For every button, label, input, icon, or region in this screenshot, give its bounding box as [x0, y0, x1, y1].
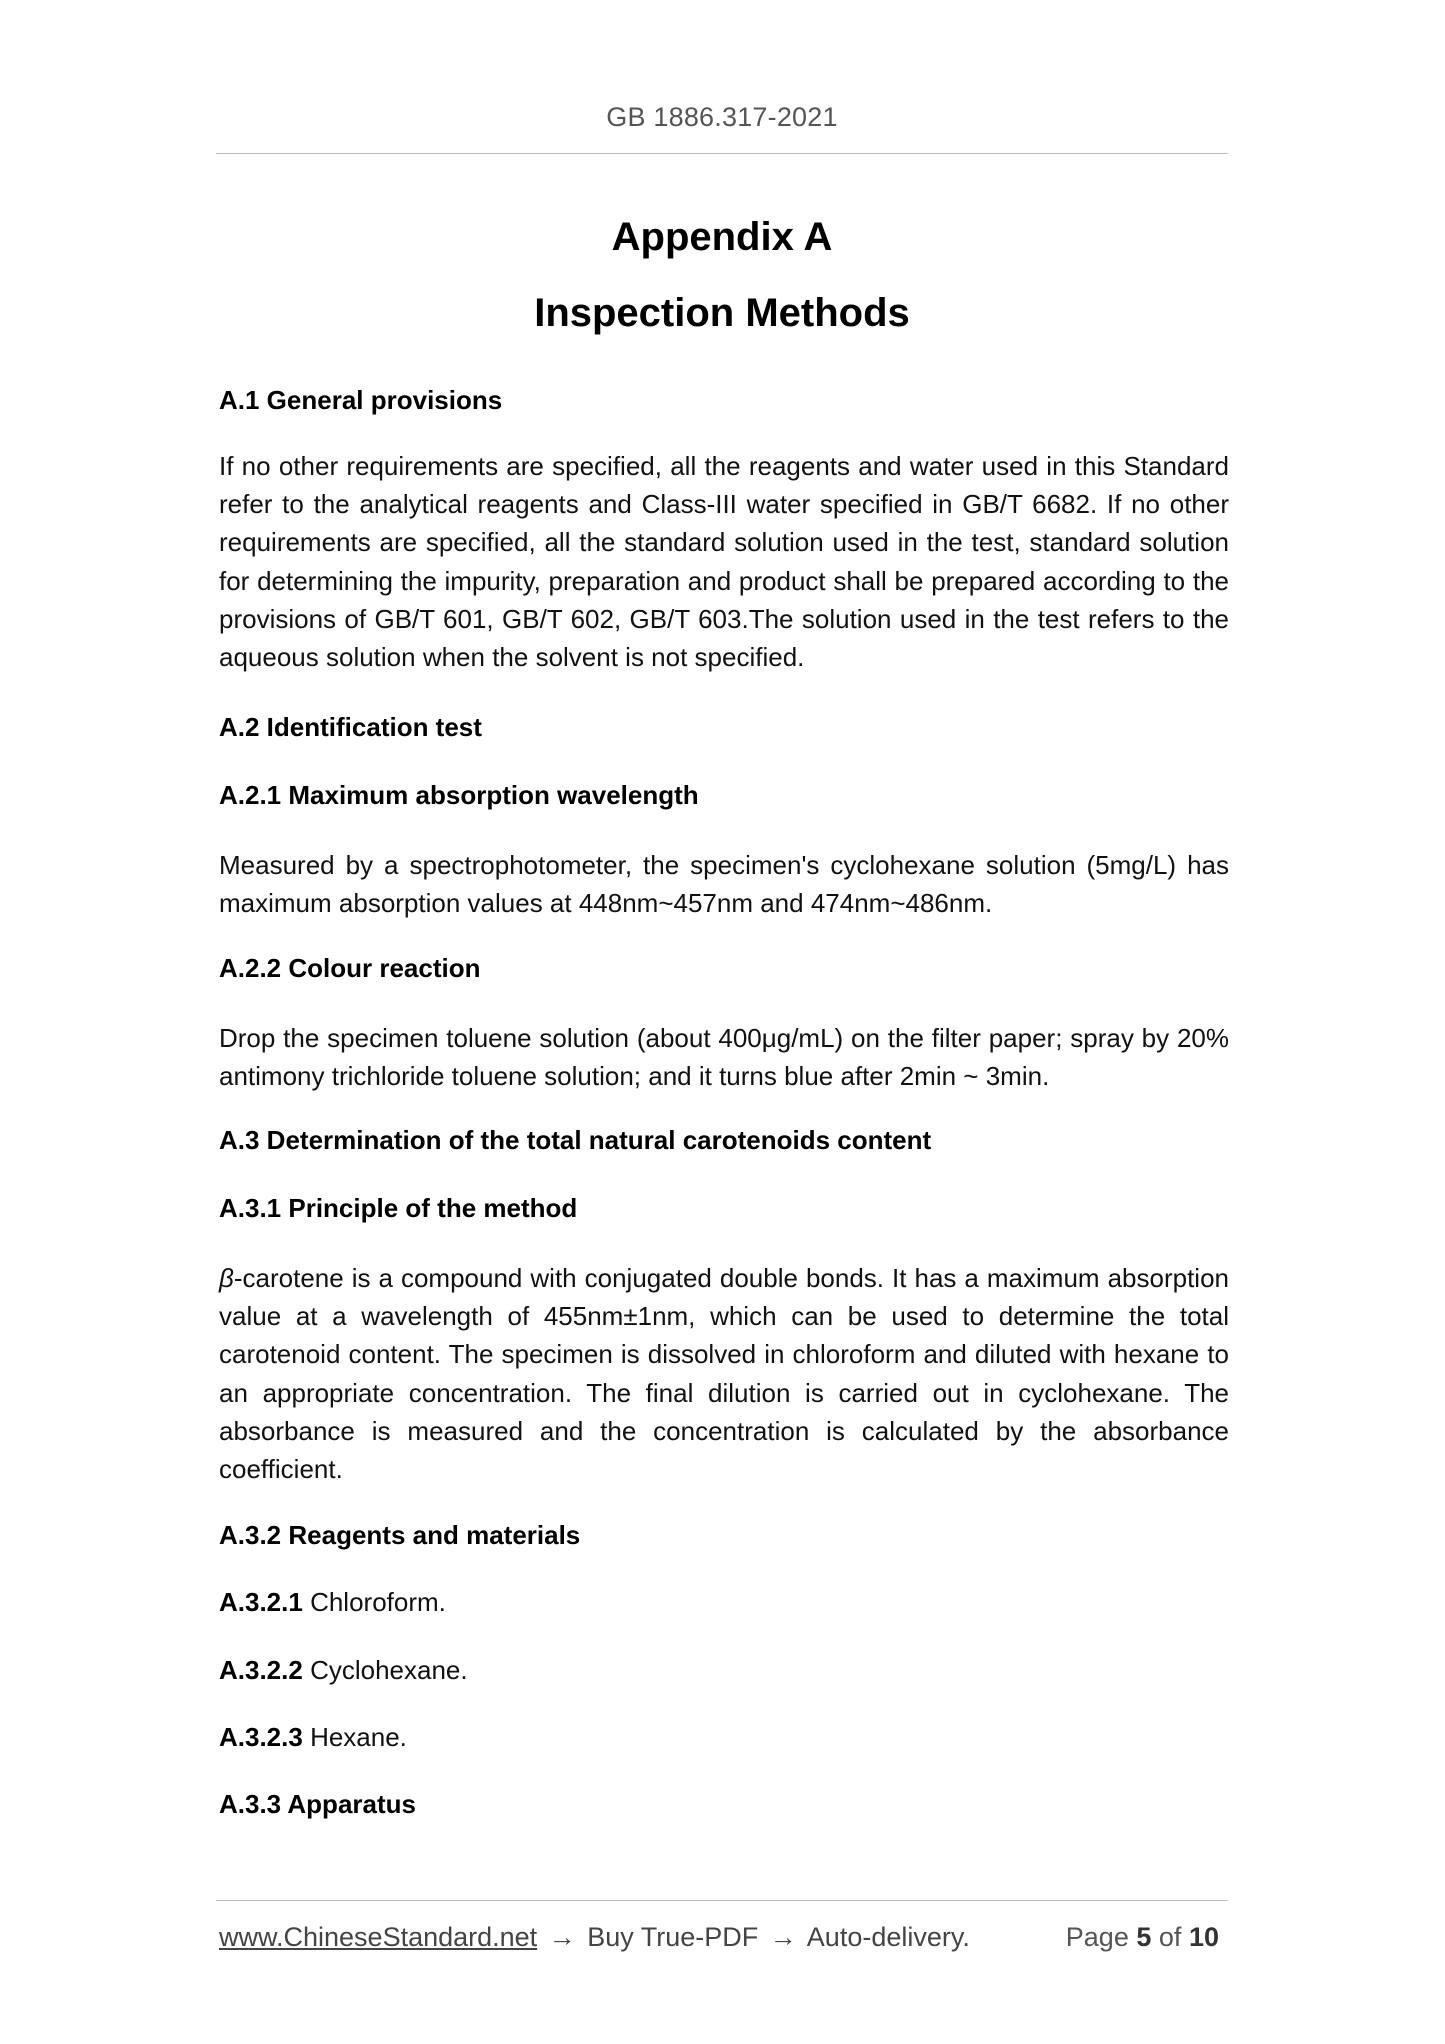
document-header: GB 1886.317-2021 [606, 102, 838, 132]
page-number [1066, 1922, 1219, 1953]
section-a22-text: Drop the specimen toluene solution (about 400μg/mL) on the filter paper; spray by 20% antimony trichloride toluene solution; and it turns blue after 2min ~ 3min. [219, 1023, 1229, 1092]
buy-pdf-text: Buy True-PDF [587, 1922, 759, 1952]
item-a321-number: A.3.2.1 [219, 1587, 303, 1617]
beta-symbol: β [219, 1263, 234, 1293]
page-label: Page [1065, 1922, 1129, 1952]
page-of-label: of [1158, 1922, 1182, 1952]
page-total: 10 [1188, 1922, 1219, 1952]
website-link[interactable]: www.ChineseStandard.net [219, 1922, 538, 1952]
appendix-title: Appendix A [611, 215, 833, 259]
section-a31-text [219, 1259, 1229, 1488]
arrow-right-icon: → [548, 1922, 576, 1952]
item-a323-number: A.3.2.3 [219, 1722, 303, 1752]
footer-promo [219, 1922, 970, 1953]
item-a322-text: Cyclohexane. [310, 1655, 468, 1685]
auto-delivery-text: Auto-delivery. [806, 1922, 970, 1952]
footer-divider [216, 1900, 1228, 1901]
page-current: 5 [1136, 1922, 1152, 1952]
section-a21-heading: A.2.1 Maximum absorption wavelength [219, 780, 699, 810]
section-a22-heading: A.2.2 Colour reaction [219, 953, 481, 983]
section-a21-text: Measured by a spectrophotometer, the specimen's cyclohexane solution (5mg/L) has maximum absorption values at 448nm~457nm and 474nm~486nm. [219, 850, 1229, 919]
section-a33-heading: A.3.3 Apparatus [219, 1789, 416, 1819]
section-a31-heading: A.3.1 Principle of the method [219, 1193, 578, 1223]
item-a322-number: A.3.2.2 [219, 1655, 303, 1685]
item-a323 [219, 1722, 407, 1753]
item-a323-text: Hexane. [310, 1722, 407, 1752]
section-a31-body: -carotene is a compound with conjugated double bonds. It has a maximum absorption value at a wavelength of 455nm±1nm, which can be used to determine the total carotenoid content. The specimen is dissolved in chloroform and diluted with hexane to an appropriate concentration. The final dilution is carried out in cyclohexane. The absorbance is measured and the concentration is calculated by the absorbance coefficient. [219, 1263, 1229, 1485]
item-a322 [219, 1655, 468, 1686]
header-divider [216, 153, 1228, 154]
section-a1-heading: A.1 General provisions [219, 385, 503, 415]
item-a321-text: Chloroform. [310, 1587, 446, 1617]
arrow-right-icon: → [769, 1922, 797, 1952]
item-a321 [219, 1587, 446, 1618]
section-a32-heading: A.3.2 Reagents and materials [219, 1520, 581, 1550]
section-a3-heading: A.3 Determination of the total natural carotenoids content [219, 1125, 932, 1155]
section-a2-heading: A.2 Identification test [219, 712, 482, 742]
appendix-subtitle: Inspection Methods [534, 291, 910, 335]
section-a1-text: If no other requirements are specified, all the reagents and water used in this Standard refer to the analytical reagents and Class-III water specified in GB/T 6682. If no other requirements are specified, all the standard solution used in the test, standard solution for determining the impurity, preparation and product shall be prepared according to the provisions of GB/T 601, GB/T 602, GB/T 603.The solution used in the test refers to the aqueous solution when the solvent is not specified. [219, 451, 1229, 673]
